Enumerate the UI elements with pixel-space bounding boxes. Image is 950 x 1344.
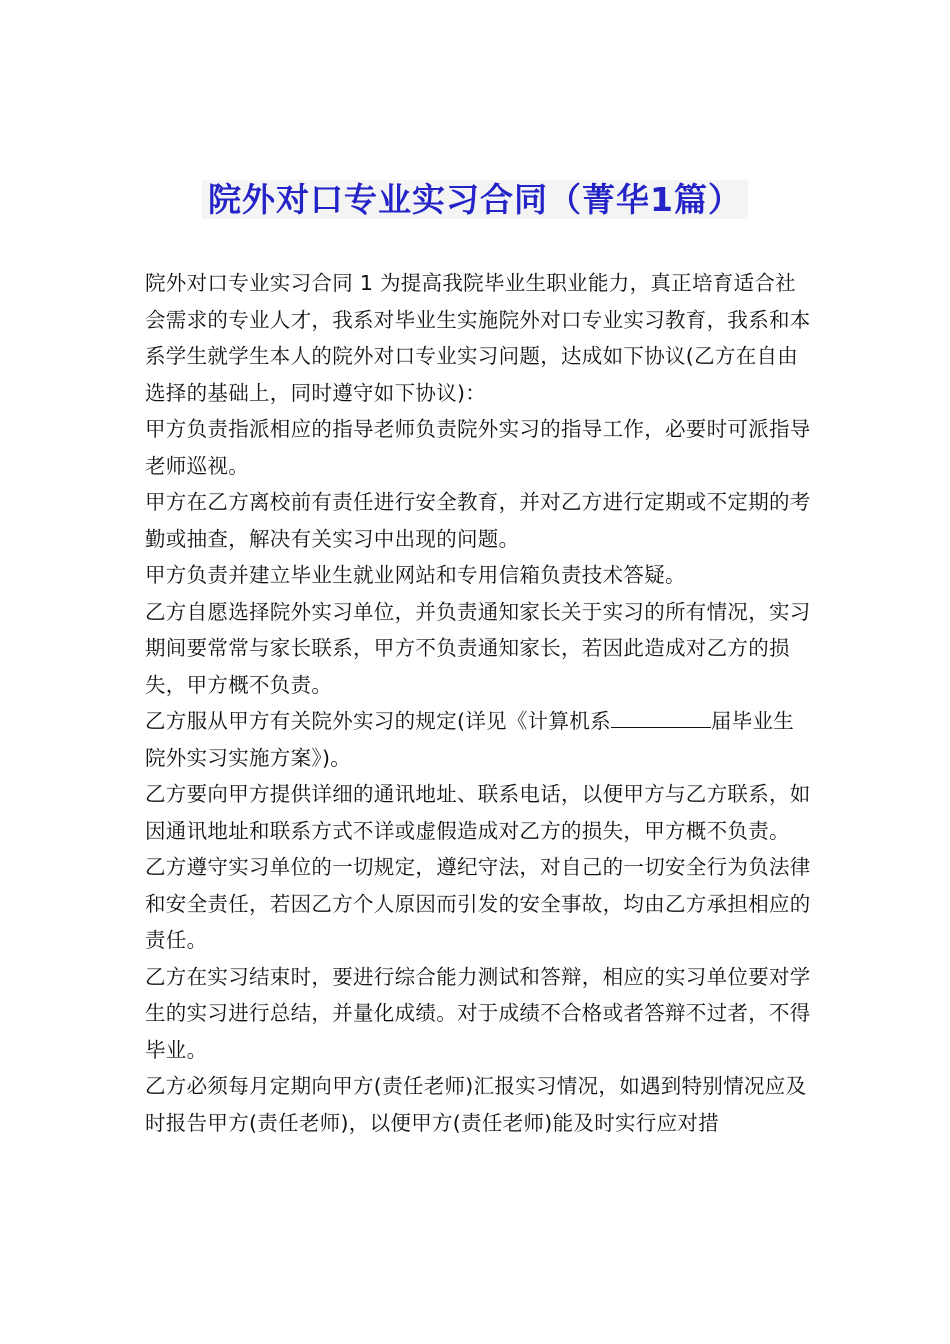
blank-clause-after: 届毕业生院外实习实施方案》)。 — [145, 709, 795, 770]
paragraph-clause: 甲方在乙方离校前有责任进行安全教育，并对乙方进行定期或不定期的考勤或抽查，解决有关实习中出现的问题。 — [145, 490, 811, 551]
paragraph-clause: 乙方遵守实习单位的一切规定，遵纪守法，对自己的一切安全行为负法律和安全责任，若因乙方个人原因而引发的安全事故，均由乙方承担相应的责任。 — [145, 855, 811, 952]
fill-in-blank — [611, 703, 711, 728]
paragraph-clause: 乙方在实习结束时，要进行综合能力测试和答辩，相应的实习单位要对学生的实习进行总结，并量化成绩。对于成绩不合格或者答辩不过者，不得毕业。 — [145, 964, 811, 1062]
paragraph-clause-with-blank — [145, 703, 813, 776]
paragraph-intro: 院外对口专业实习合同 1 为提高我院毕业生职业能力，真正培育适合社会需求的专业人才，我系对毕业生实施院外对口专业实习教育，我系和本系学生就学生本人的院外对口专业实习问题，达成如下协议(乙方在自由选择的基础上，同时遵守如下协议)： — [145, 271, 811, 405]
paragraph-clause: 甲方负责并建立毕业生就业网站和专用信箱负责技术答疑。 — [145, 563, 686, 587]
paragraph-clause: 乙方要向甲方提供详细的通讯地址、联系电话，以便甲方与乙方联系，如因通讯地址和联系方式不详或虚假造成对乙方的损失，甲方概不负责。 — [145, 782, 811, 843]
paragraph-clause: 甲方负责指派相应的指导老师负责院外实习的指导工作，必要时可派指导老师巡视。 — [145, 417, 811, 478]
paragraph-clause: 乙方必须每月定期向甲方(责任老师)汇报实习情况，如遇到特别情况应及时报告甲方(责任老师)，以便甲方(责任老师)能及时实行应对措 — [145, 1074, 807, 1135]
document-title-text: 院外对口专业实习合同（菁华1篇） — [202, 180, 748, 219]
paragraph-clause: 乙方自愿选择院外实习单位，并负责通知家长关于实习的所有情况，实习期间要常常与家长联系，甲方不负责通知家长，若因此造成对乙方的损失，甲方概不负责。 — [145, 599, 811, 697]
document-title — [0, 176, 950, 224]
document-body — [145, 265, 813, 1141]
blank-clause-before: 乙方服从甲方有关院外实习的规定(详见《计算机系 — [145, 709, 611, 733]
